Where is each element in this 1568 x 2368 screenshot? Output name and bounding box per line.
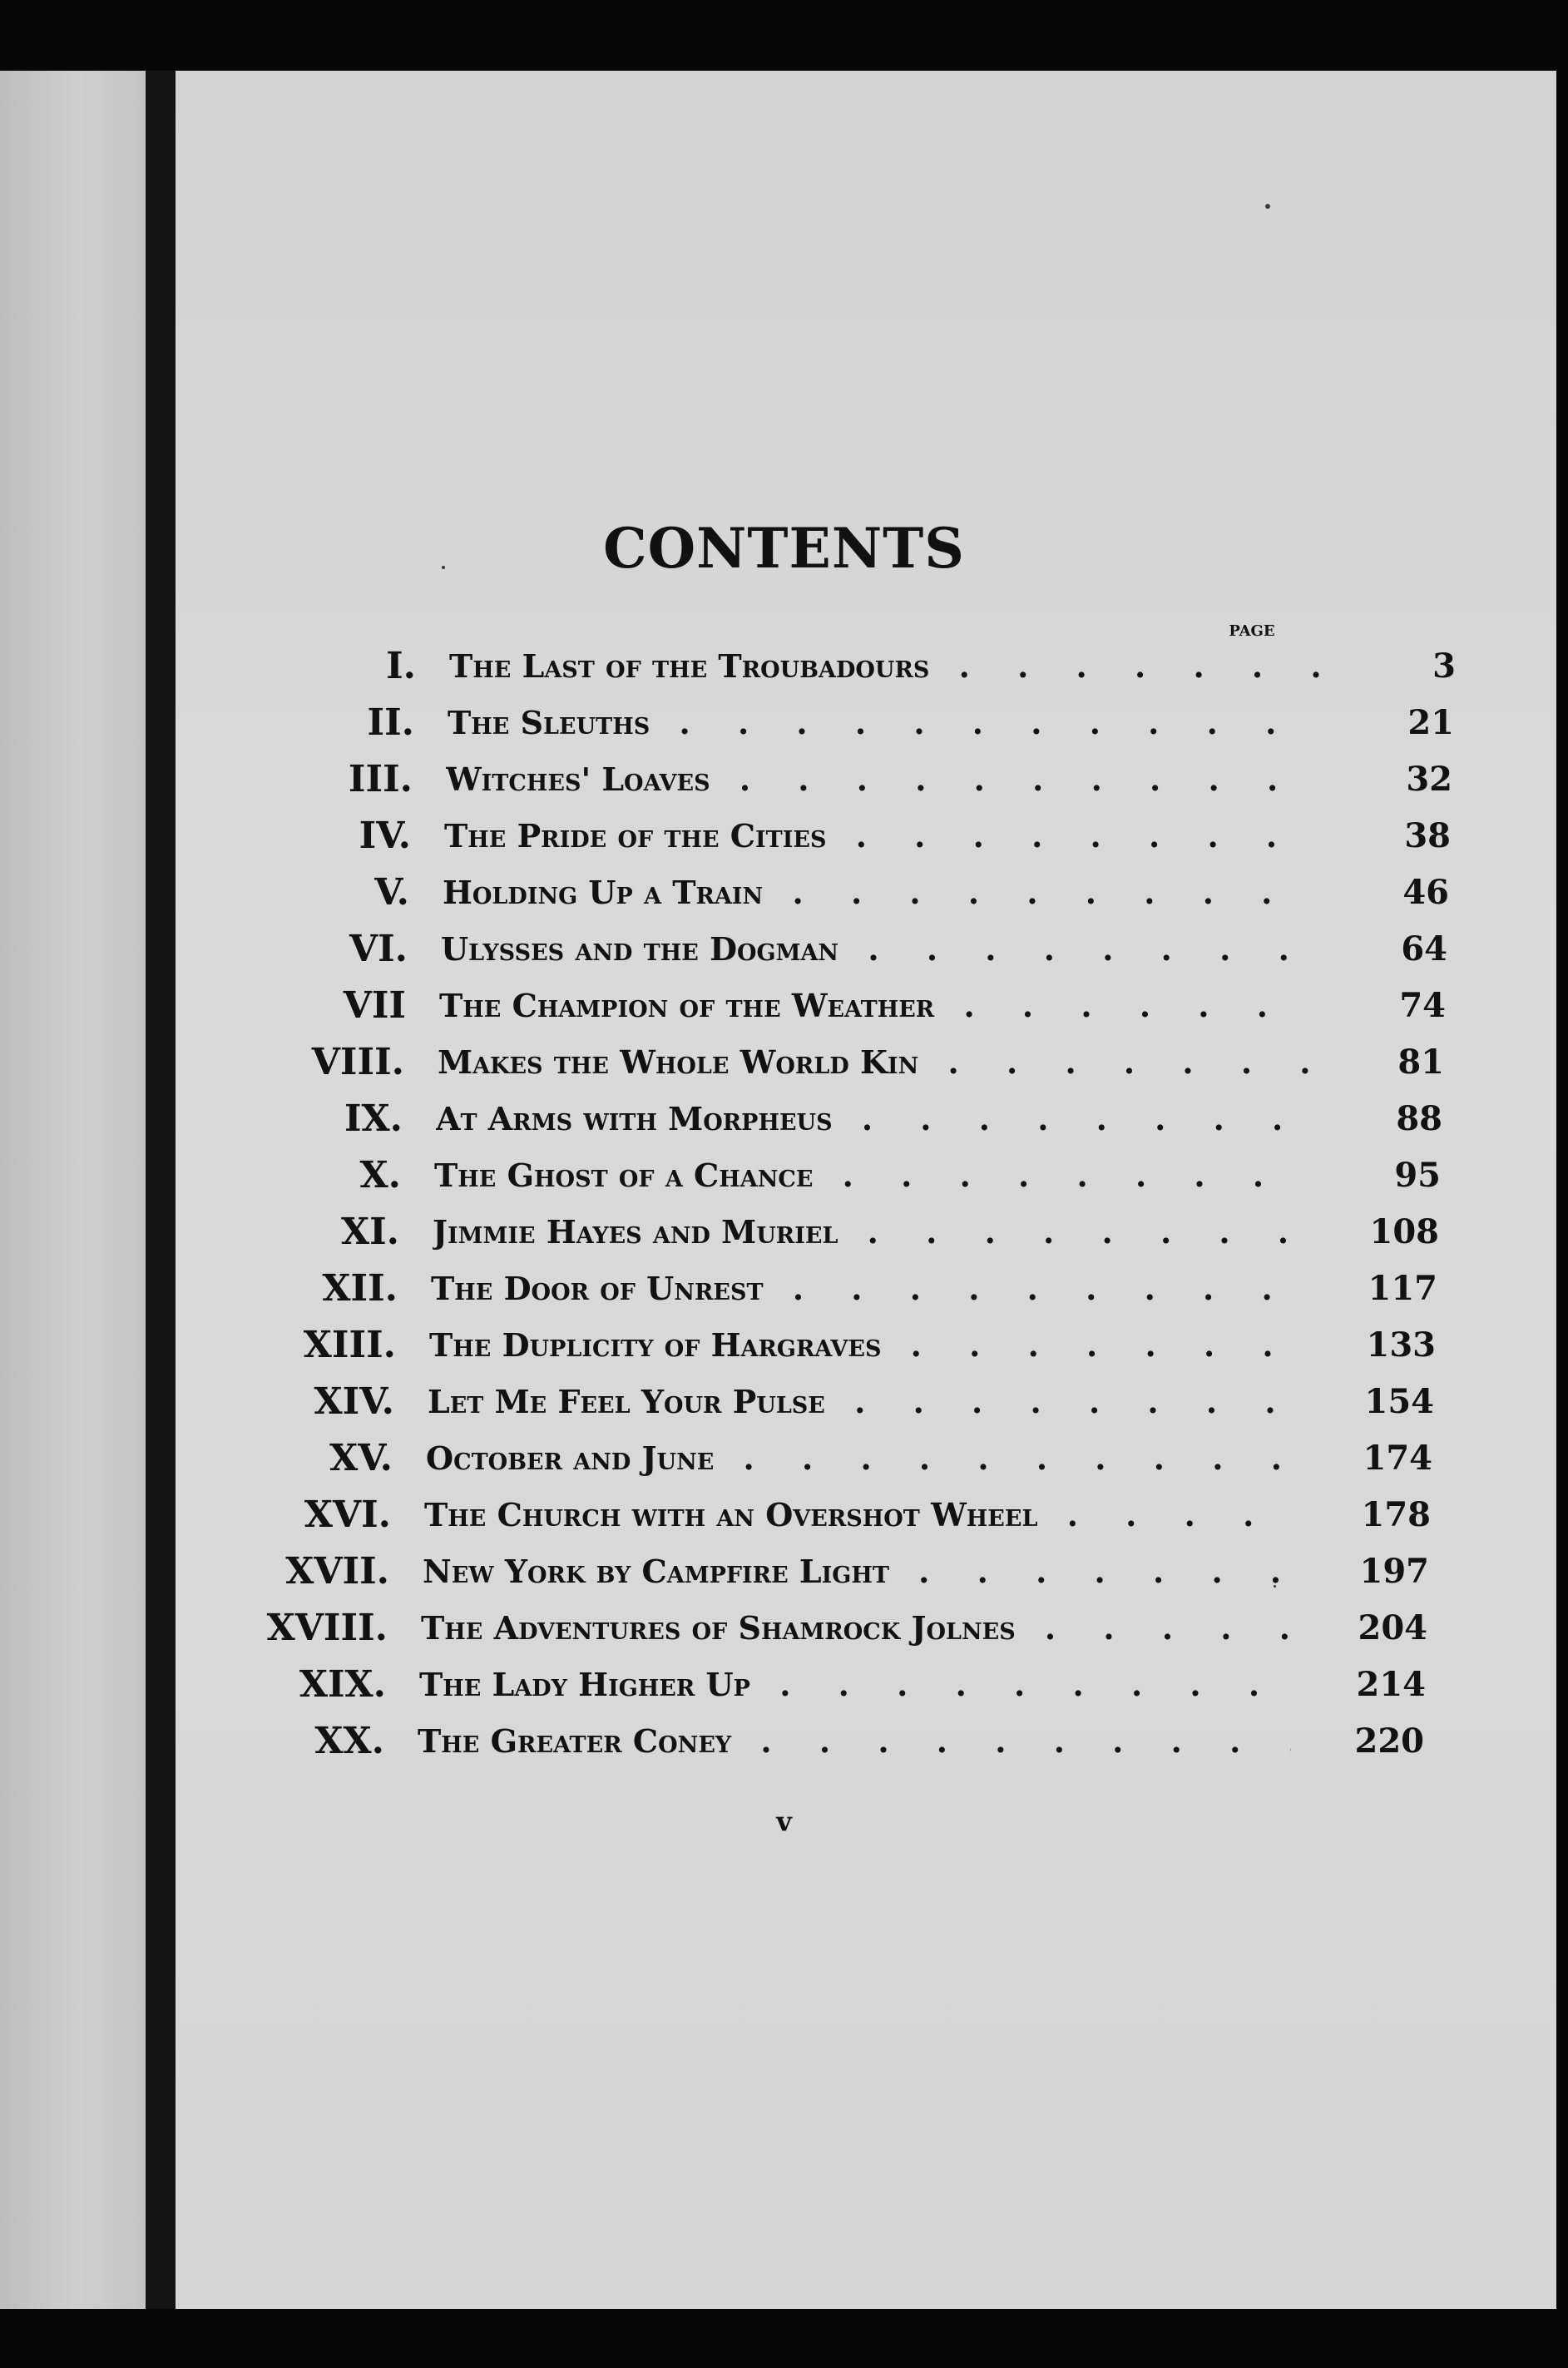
chapter-page: 32 — [1406, 760, 1452, 799]
chapter-title: The Lady Higher Up . . . — [419, 1660, 1293, 1710]
chapter-title: Makes the Whole World Kin . . . — [438, 1038, 1311, 1087]
chapter-page: 117 — [1368, 1269, 1437, 1308]
toc-entry — [150, 1490, 1431, 1540]
chapter-title: October and June . . . — [426, 1434, 1299, 1484]
page-folio: v — [776, 1806, 792, 1837]
contents-heading: CONTENTS — [603, 516, 965, 581]
chapter-page: 88 — [1396, 1099, 1442, 1138]
chapter-page: 64 — [1401, 929, 1447, 969]
toc-entry — [158, 1207, 1439, 1257]
toc-entry — [156, 1264, 1437, 1314]
chapter-number: XIX. — [299, 1663, 386, 1706]
chapter-page: 21 — [1407, 703, 1454, 742]
chapter-title: Jimmie Hayes and Muriel . . . — [433, 1207, 1306, 1257]
chapter-number: X. — [359, 1154, 401, 1196]
chapter-page: 74 — [1399, 986, 1446, 1025]
chapter-title: Let Me Feel Your Pulse . . . — [428, 1377, 1301, 1427]
chapter-title: The Champion of the Weather . . . — [439, 981, 1313, 1031]
chapter-number: XV. — [329, 1437, 393, 1479]
chapter-page: 220 — [1354, 1722, 1424, 1761]
toc-entry — [155, 1320, 1436, 1370]
chapter-title: The Duplicity of Hargraves . . . — [429, 1320, 1303, 1370]
chapter-number: XI. — [340, 1211, 399, 1253]
chapter-number: VI. — [349, 928, 408, 970]
chapter-page: 214 — [1356, 1665, 1426, 1704]
chapter-number: I. — [386, 645, 416, 687]
chapter-page: 178 — [1361, 1495, 1431, 1534]
chapter-page: 3 — [1432, 646, 1456, 686]
chapter-number: XVIII. — [266, 1607, 388, 1649]
chapter-page: 204 — [1358, 1608, 1427, 1647]
chapter-title: Holding Up a Train . . . — [443, 868, 1316, 918]
chapter-number: XVI. — [304, 1494, 391, 1536]
chapter-number: VII — [343, 984, 406, 1027]
chapter-page: 108 — [1369, 1212, 1439, 1251]
chapter-number: XX. — [314, 1720, 384, 1762]
chapter-title: The Adventures of Shamrock Jolnes . . . — [421, 1603, 1294, 1653]
chapter-number: IX. — [344, 1097, 403, 1140]
chapter-number: XIII. — [303, 1324, 396, 1366]
toc-entry — [145, 1660, 1426, 1710]
chapter-title: The Sleuths . . . — [448, 698, 1321, 748]
chapter-page: 133 — [1366, 1325, 1436, 1365]
toc-entry — [173, 698, 1454, 748]
toc-entry — [160, 1151, 1441, 1201]
toc-entry — [148, 1547, 1429, 1597]
chapter-title: New York by Campfire Light . . . — [423, 1547, 1296, 1597]
chapter-title: The Greater Coney . . . — [418, 1717, 1291, 1766]
chapter-page: 46 — [1402, 873, 1449, 912]
chapter-number: XII. — [322, 1267, 398, 1310]
toc-entry — [168, 868, 1449, 918]
chapter-title: The Ghost of a Chance . . . — [434, 1151, 1308, 1201]
chapter-page: 154 — [1364, 1382, 1434, 1421]
chapter-page: 81 — [1397, 1043, 1444, 1082]
toc-entry — [171, 755, 1452, 805]
page-column-label: PAGE — [1229, 622, 1275, 640]
toc-entry — [175, 642, 1456, 691]
chapter-title: The Pride of the Cities . . . — [444, 811, 1318, 861]
toc-entry — [165, 981, 1446, 1031]
chapter-title: The Door of Unrest . . . — [431, 1264, 1304, 1314]
toc-entry — [170, 811, 1451, 861]
chapter-number: III. — [348, 758, 413, 800]
toc-entry — [161, 1094, 1442, 1144]
chapter-number: IV. — [359, 815, 411, 857]
chapter-number: II. — [367, 701, 414, 744]
chapter-title: The Last of the Troubadours . . . — [449, 642, 1323, 691]
toc-entry — [163, 1038, 1444, 1087]
toc-entry — [143, 1717, 1424, 1766]
chapter-number: XIV. — [314, 1380, 394, 1423]
chapter-title: The Church with an Overshot Wheel . . . — [424, 1490, 1298, 1540]
chapter-number: VIII. — [311, 1041, 404, 1083]
chapter-page: 197 — [1359, 1552, 1429, 1591]
chapter-page: 38 — [1404, 816, 1451, 855]
toc-entry — [151, 1434, 1432, 1484]
chapter-number: XVII. — [285, 1550, 389, 1593]
chapter-title: At Arms with Morpheus . . . — [436, 1094, 1309, 1144]
toc-entry — [153, 1377, 1434, 1427]
chapter-number: V. — [374, 871, 409, 914]
chapter-page: 95 — [1394, 1156, 1441, 1195]
chapter-title: Witches' Loaves . . . — [446, 755, 1319, 805]
toc-entry — [146, 1603, 1427, 1653]
chapter-title: Ulysses and the Dogman . . . — [441, 924, 1314, 974]
toc-entry — [166, 924, 1447, 974]
chapter-page: 174 — [1363, 1439, 1432, 1478]
